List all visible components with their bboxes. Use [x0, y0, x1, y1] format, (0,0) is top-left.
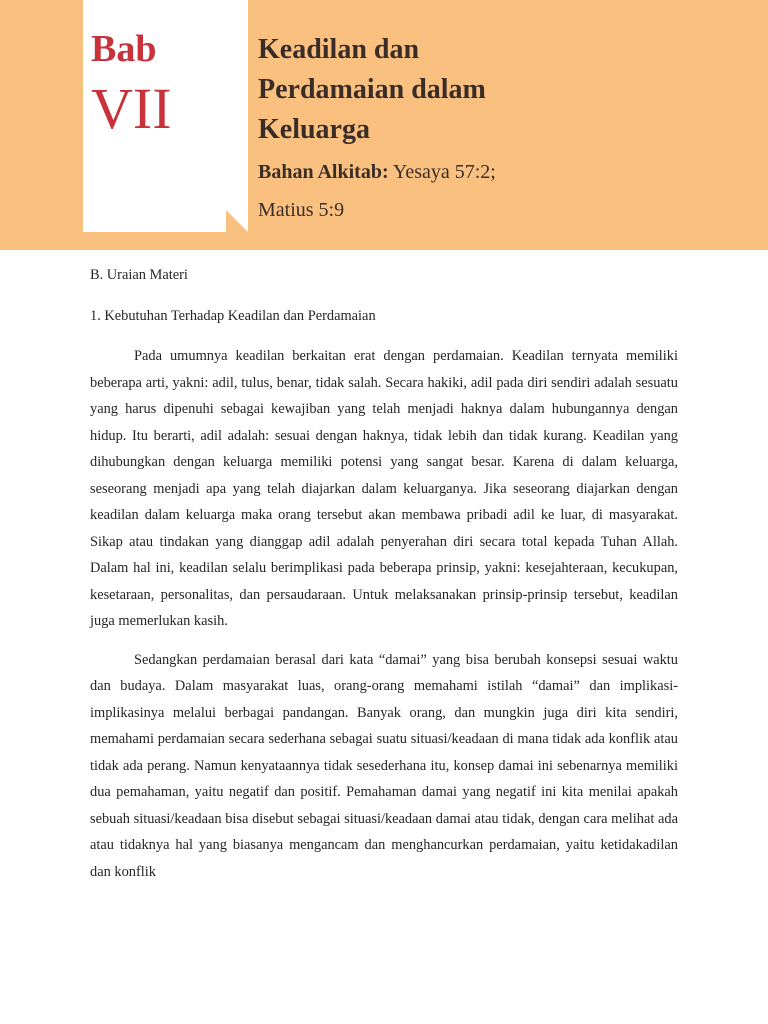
chapter-title	[258, 30, 738, 150]
chapter-label: Bab	[91, 28, 157, 70]
section-heading: B. Uraian Materi	[90, 267, 188, 283]
paragraph-peace: Sedangkan perdamaian berasal dari kata “damai” yang bisa berubah konsepsi sesuai waktu dan budaya. Dalam masyarakat luas, orang-orang memahami istilah “damai” dan implikasi-implikasinya melalui berbagai pandangan. Banyak orang, dan mungkin juga diri kita sendiri, memahami perdamaian secara sederhana sebagai suatu situasi/keadaan di mana tidak ada konflik atau tidak ada perang. Namun kenyataannya tidak sesederhana itu, konsep damai ini sebenarnya memiliki dua pemahaman, yaitu negatif dan positif. Pemahaman damai yang negatif ini kita menilai apakah sebuah situasi/keadaan bisa disebut sebagai situasi/keadaan damai atau tidak, dengan cara melihat ada atau tidaknya hal yang biasanya mengancam dan menghancurkan perdamaian, yaitu ketidakadilan dan konflik	[90, 651, 678, 880]
chapter-title-line-1: Keadilan dan	[258, 34, 420, 65]
scripture-ref-isaiah: Yesaya 57:2;	[392, 161, 496, 183]
chapter-title-line-2: Perdamaian dalam	[258, 74, 486, 105]
scripture-reference	[258, 153, 738, 229]
chapter-box-folded-corner	[226, 210, 248, 232]
chapter-title-line-3: Keluarga	[258, 114, 370, 145]
subsection-heading: 1. Kebutuhan Terhadap Keadilan dan Perdamaian	[90, 307, 376, 324]
body-content	[90, 262, 678, 897]
scripture-ref-matthew: Matius 5:9	[258, 199, 345, 221]
scripture-label: Bahan Alkitab:	[258, 161, 389, 183]
chapter-number: VII	[91, 76, 172, 141]
paragraph-justice: Pada umumnya keadilan berkaitan erat dengan perdamaian. Keadilan ternyata memiliki beberapa arti, yakni: adil, tulus, benar, tidak salah. Secara hakiki, adil pada diri sendiri adalah sesuatu yang harus dipenuhi sebagai kewajiban yang telah menjadi haknya dalam hubungannya dengan hidup. Itu berarti, adil adalah: sesuai dengan haknya, tidak lebih dan tidak kurang. Keadilan yang dihubungkan dengan keluarga memiliki potensi yang sangat besar. Karena di dalam keluarga, seseorang menjadi apa yang telah diajarkan dalam keluarganya. Jika seseorang diajarkan dengan keadilan dalam keluarga maka orang tersebut akan membawa pribadi adil ke luar, di masyarakat. Sikap atau tindakan yang dianggap adil adalah penyerahan diri secara total kepada Tuhan Allah. Dalam hal ini, keadilan selalu berimplikasi pada beberapa prinsip, yakni: kesejahteraan, kecukupan, kesetaraan, personalitas, dan persaudaraan. Untuk melaksanakan prinsip-prinsip tersebut, keadilan juga memerlukan kasih.	[90, 348, 678, 629]
